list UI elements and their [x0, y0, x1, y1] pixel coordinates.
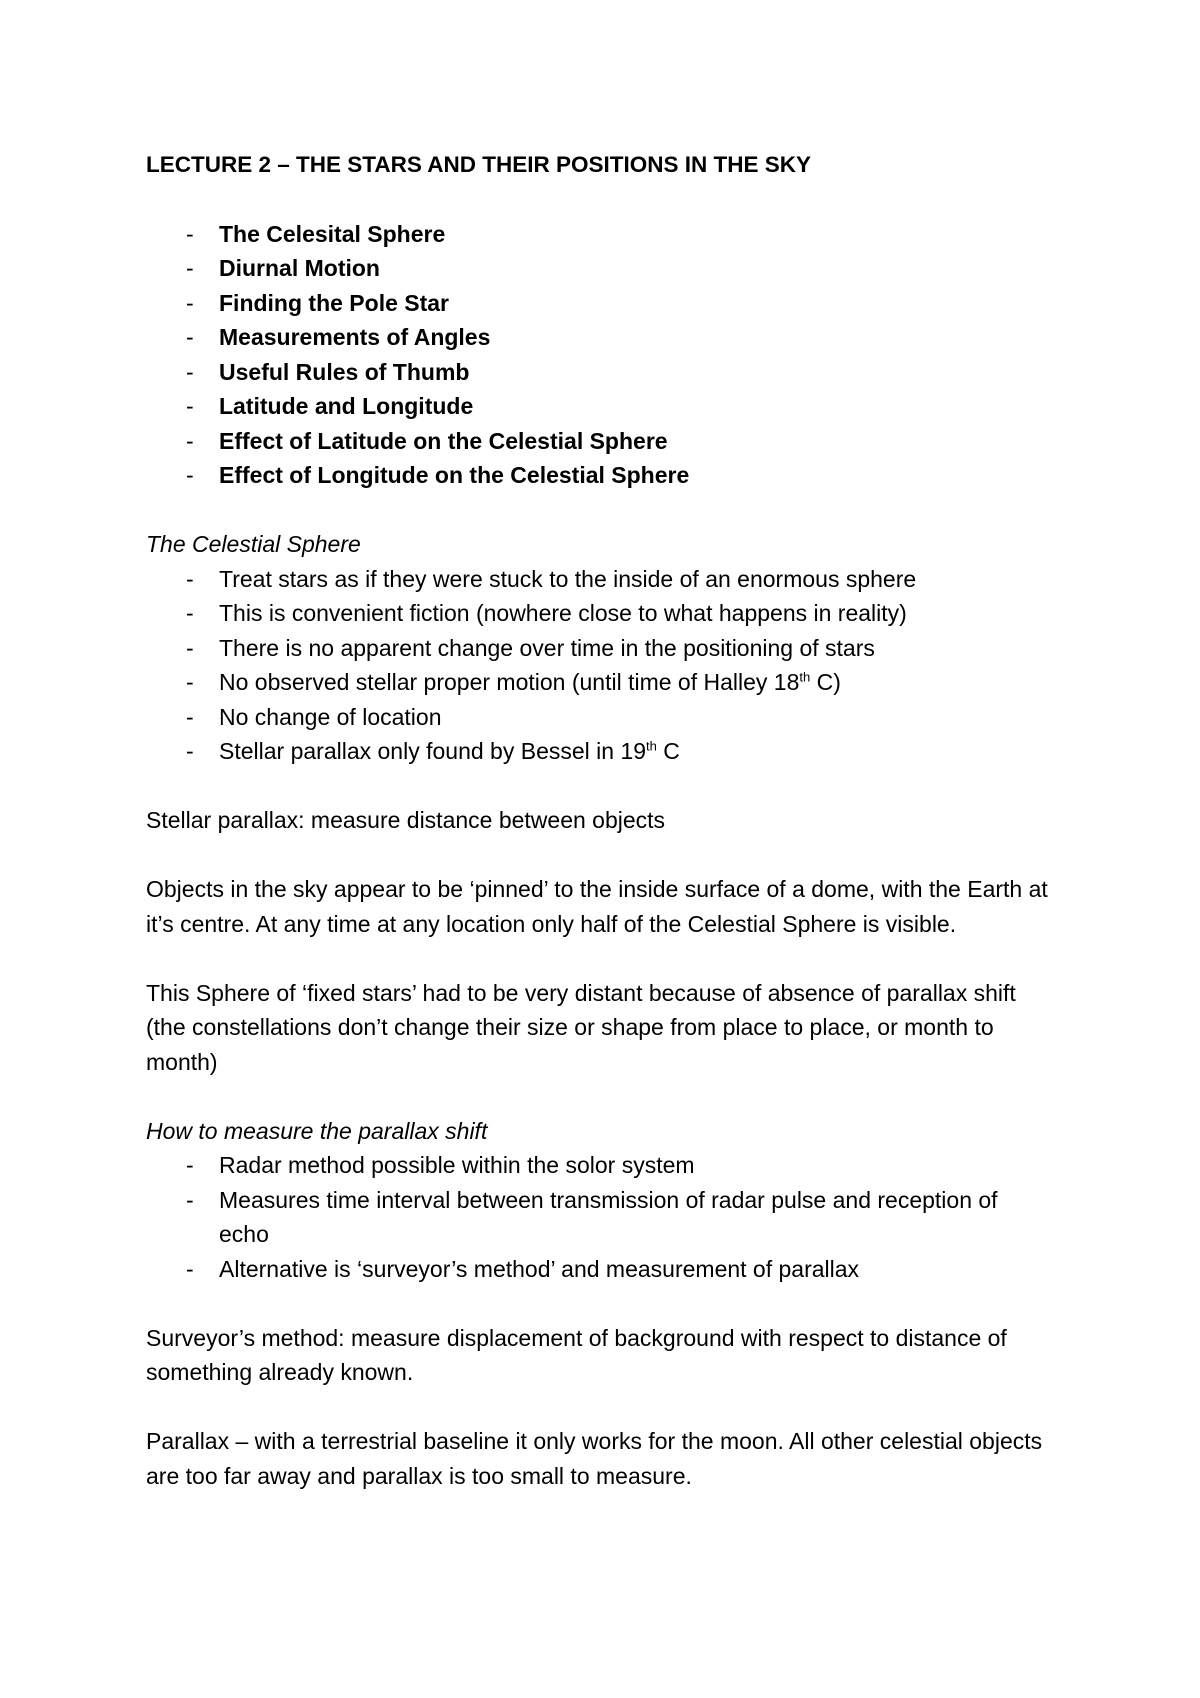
paragraph-terrestrial: Parallax – with a terrestrial baseline it only works for the moon. All other celestial objects are too far away and parallax is too small to measure. — [146, 1428, 1043, 1489]
list-item — [146, 320, 1050, 355]
dash-bullet: - — [186, 289, 194, 316]
spacer — [146, 769, 1050, 804]
list-item — [146, 217, 1050, 252]
dash-bullet: - — [186, 358, 194, 385]
topic-text: Diurnal Motion — [219, 255, 380, 281]
item-text: There is no apparent change over time in the positioning of stars — [219, 634, 875, 661]
topic-text: Useful Rules of Thumb — [219, 358, 470, 385]
superscript-th: th — [799, 669, 811, 685]
list-item — [146, 1148, 1050, 1183]
dash-bullet: - — [186, 324, 194, 350]
topic-text: The Celesital Sphere — [219, 220, 446, 247]
list-item — [146, 458, 1050, 493]
item-text: This is convenient fiction (nowhere close to what happens in reality) — [219, 600, 907, 626]
section-heading-parallax-shift: How to measure the parallax shift — [146, 1117, 488, 1144]
spacer — [146, 838, 1050, 873]
dash-bullet: - — [186, 393, 194, 419]
dash-bullet: - — [186, 669, 194, 695]
topic-text: Finding the Pole Star — [219, 289, 450, 316]
paragraph-pinned: Objects in the sky appear to be ‘pinned’ to the inside surface of a dome, with the Earth at it’s centre. At any time at any location only half of the Celestial Sphere is visible. — [146, 876, 1048, 937]
spacer — [146, 941, 1050, 976]
item-text — [219, 738, 680, 764]
parallax-shift-list — [146, 1148, 1050, 1286]
dash-bullet: - — [186, 634, 194, 661]
list-item — [146, 1252, 1050, 1287]
list-item — [146, 1183, 1050, 1252]
item-text: Alternative is ‘surveyor’s method’ and measurement of parallax — [219, 1255, 860, 1282]
topic-text: Effect of Longitude on the Celestial Sphere — [219, 462, 690, 488]
list-item — [146, 424, 1050, 459]
spacer — [146, 1079, 1050, 1114]
item-text: Treat stars as if they were stuck to the inside of an enormous sphere — [219, 565, 917, 592]
dash-bullet: - — [186, 703, 194, 730]
dash-bullet: - — [186, 462, 194, 488]
list-item — [146, 562, 1050, 597]
dash-bullet: - — [186, 220, 194, 247]
list-item — [146, 286, 1050, 321]
dash-bullet: - — [186, 427, 194, 454]
list-item — [146, 700, 1050, 735]
paragraph-fixed-stars: This Sphere of ‘fixed stars’ had to be very distant because of absence of parallax shift (the constellations don’t change their size or shape from place to place, or month to month) — [146, 979, 1016, 1075]
dash-bullet: - — [186, 1186, 194, 1213]
topic-list — [146, 217, 1050, 493]
dash-bullet: - — [186, 738, 194, 764]
list-item — [146, 251, 1050, 286]
celestial-sphere-list — [146, 562, 1050, 769]
spacer — [146, 493, 1050, 528]
superscript-th: th — [646, 738, 657, 754]
dash-bullet: - — [186, 600, 194, 626]
list-item — [146, 389, 1050, 424]
item-text — [219, 669, 841, 695]
section-heading-celestial-sphere: The Celestial Sphere — [146, 531, 361, 557]
list-item — [146, 734, 1050, 769]
proper-motion-suffix: C) — [810, 669, 841, 695]
list-item — [146, 631, 1050, 666]
topic-text: Latitude and Longitude — [219, 393, 474, 419]
proper-motion-text: No observed stellar proper motion (until time of Halley 18 — [219, 669, 800, 695]
item-text: No change of location — [219, 703, 442, 730]
list-item — [146, 355, 1050, 390]
dash-bullet: - — [186, 1255, 194, 1282]
spacer — [146, 1286, 1050, 1321]
dash-bullet: - — [186, 255, 194, 281]
topic-text: Effect of Latitude on the Celestial Sphere — [219, 427, 668, 454]
lecture-title: LECTURE 2 – THE STARS AND THEIR POSITIONS IN THE SKY — [146, 152, 812, 177]
item-text: Measures time interval between transmission of radar pulse and reception of echo — [219, 1186, 998, 1247]
dash-bullet: - — [186, 1152, 194, 1178]
paragraph-surveyor: Surveyor’s method: measure displacement of background with respect to distance of something already known. — [146, 1324, 1007, 1385]
list-item — [146, 665, 1050, 700]
paragraph-stellar-parallax: Stellar parallax: measure distance between objects — [146, 807, 666, 833]
item-text: Radar method possible within the solor system — [219, 1152, 695, 1178]
spacer — [146, 1390, 1050, 1425]
list-item — [146, 596, 1050, 631]
bessel-suffix: C — [656, 738, 680, 764]
bessel-text: Stellar parallax only found by Bessel in 19 — [219, 738, 647, 764]
dash-bullet: - — [186, 565, 194, 592]
topic-text: Measurements of Angles — [219, 324, 491, 350]
